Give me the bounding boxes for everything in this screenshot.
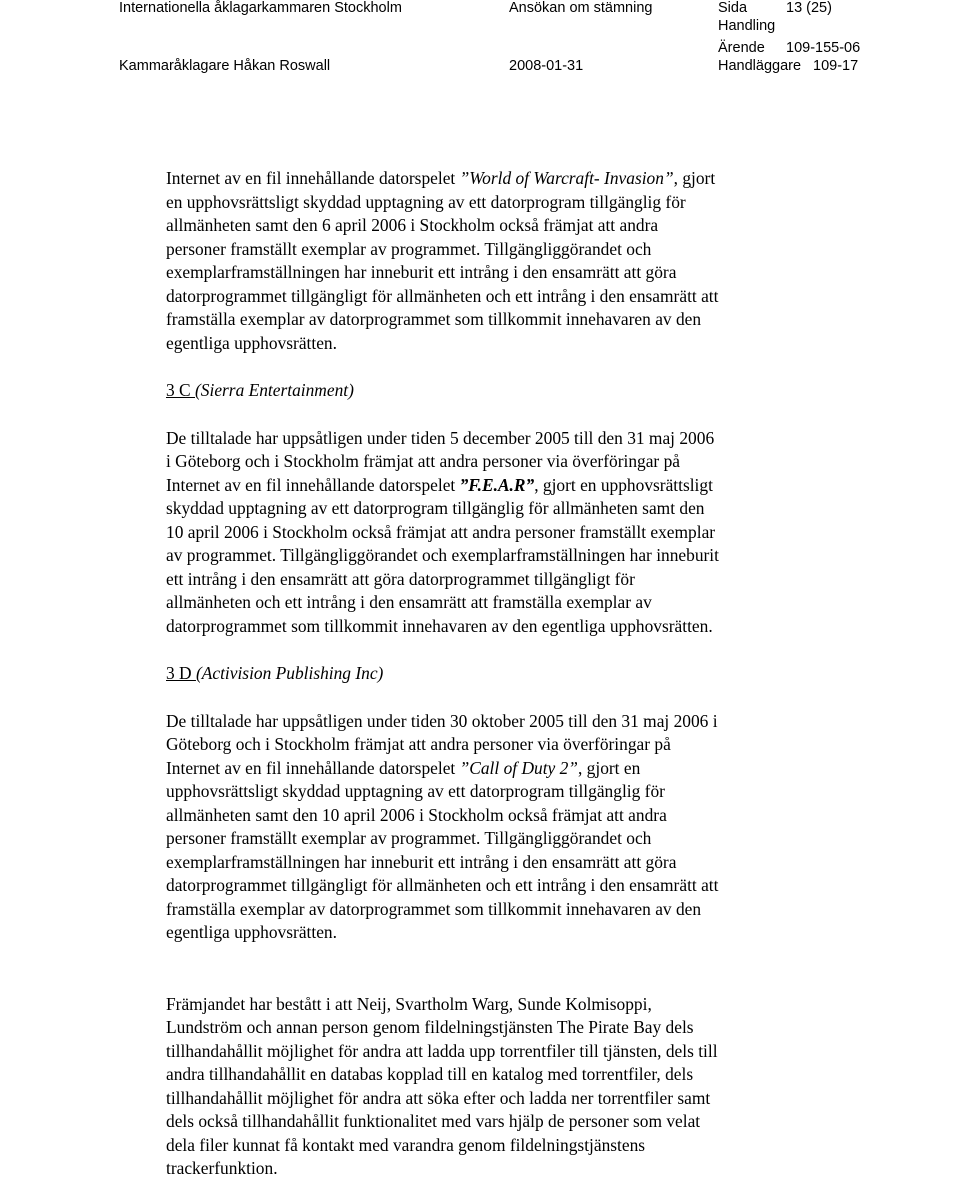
text-line: De tilltalade har uppsåtligen under tiden 5 december 2005 till den 31 maj 2006	[166, 427, 715, 448]
text-line: egentliga upphovsrätten.	[166, 922, 337, 942]
handling-label: Handling	[718, 18, 776, 34]
text-line: framställa exemplar av datorprogrammet som tillkommit innehavaren av den	[166, 898, 702, 919]
game-title: ”World of Warcraft- Invasion”	[459, 168, 674, 188]
text-line: exemplarframställningen har inneburit ett intrång i den ensamrätt att göra	[166, 851, 677, 872]
text-line: skyddad upptagning av ett datorprogram tillgänglig för allmänheten samt den	[166, 498, 705, 518]
paragraph-3c	[166, 427, 866, 639]
section-title: (Sierra Entertainment)	[195, 380, 354, 400]
text-line: i Göteborg och i Stockholm främjat att andra personer via överföringar på	[166, 451, 680, 471]
text-line: allmänheten samt den 10 april 2006 i Stockholm också främjat att andra	[166, 804, 667, 825]
handlaggare-number: 109-17	[813, 58, 859, 74]
paragraph-3d	[166, 710, 866, 945]
page-label: Sida	[718, 0, 748, 16]
text-line: Främjandet har bestått i att Neij, Svartholm Warg, Sunde Kolmisoppi,	[166, 993, 652, 1014]
text-line: datorprogrammet som tillkommit innehavaren av den egentliga upphovsrätten.	[166, 615, 713, 636]
text-line: andra tillhandahållit en databas kopplad till en katalog med torrentfiler, dels	[166, 1064, 694, 1084]
text-line: tillhandahållit möjlighet för andra att söka efter och ladda ner torrentfiler samt	[166, 1087, 711, 1108]
text-line: personer framställt exemplar av programmet. Tillgängliggörandet och	[166, 238, 652, 259]
game-title: ”F.E.A.R”	[459, 474, 535, 495]
document-date: 2008-01-31	[509, 58, 584, 74]
text-line: tillhandahållit möjlighet för andra att ladda upp torrentfiler till tjänsten, dels till	[166, 1040, 718, 1061]
text-line: trackerfunktion.	[166, 1158, 278, 1178]
text-line: datorprogrammet tillgängligt för allmänheten och ett intrång i den ensamrätt att	[166, 285, 719, 306]
text-line: Internet av en fil innehållande datorspelet ”Call of Duty 2”, gjort en	[166, 757, 641, 778]
text-line: datorprogrammet tillgängligt för allmänheten och ett intrång i den ensamrätt att	[166, 875, 719, 895]
text-line: egentliga upphovsrätten.	[166, 332, 337, 353]
text-line: exemplarframställningen har inneburit ett intrång i den ensamrätt att göra	[166, 262, 677, 282]
text-line: Lundström och annan person genom fildelningstjänsten The Pirate Bay dels	[166, 1017, 694, 1037]
office-name: Internationella åklagarkammaren Stockholm	[119, 0, 402, 16]
text-line: framställa exemplar av datorprogrammet som tillkommit innehavaren av den	[166, 309, 702, 329]
section-heading-3c	[166, 379, 866, 403]
text-line: De tilltalade har uppsåtligen under tiden 30 oktober 2005 till den 31 maj 2006 i	[166, 710, 718, 731]
arende-label: Ärende	[718, 40, 765, 56]
paragraph-closing	[166, 993, 866, 1181]
section-title: (Activision Publishing Inc)	[195, 663, 384, 683]
document-body	[166, 167, 866, 1181]
section-number: 3 C	[166, 380, 195, 400]
text-line: Internet av en fil innehållande datorspelet ”F.E.A.R”, gjort en upphovsrättsligt	[166, 474, 713, 495]
text-line: 10 april 2006 i Stockholm också främjat att andra personer framställt exemplar	[166, 521, 716, 542]
paragraph-3b-continuation	[166, 167, 866, 355]
prosecutor-name: Kammaråklagare Håkan Roswall	[119, 58, 331, 74]
page-header	[0, 0, 960, 90]
text-line: dels också tillhandahållit funktionalitet med vars hjälp de personer som velat	[166, 1111, 701, 1131]
page-number: 13 (25)	[786, 0, 832, 16]
text-line: Göteborg och i Stockholm främjat att andra personer via överföringar på	[166, 734, 671, 754]
text-line: av programmet. Tillgängliggörandet och exemplarframställningen har inneburit	[166, 545, 719, 565]
text-line: allmänheten samt den 6 april 2006 i Stockholm också främjat att andra	[166, 215, 659, 235]
text-line: upphovsrättsligt skyddad upptagning av ett datorprogram tillgänglig för	[166, 781, 665, 801]
arende-number: 109-155-06	[786, 40, 861, 56]
section-heading-3d	[166, 662, 866, 686]
text-line: en upphovsrättsligt skyddad upptagning av ett datorprogram tillgänglig för	[166, 191, 686, 212]
handlaggare-label: Handläggare	[718, 58, 802, 74]
text-line: personer framställt exemplar av programmet. Tillgängliggörandet och	[166, 828, 652, 848]
text-line: dela filer kunnat få kontakt med varandra genom fildelningstjänstens	[166, 1134, 646, 1155]
game-title: ”Call of Duty 2”	[459, 757, 578, 778]
document-type: Ansökan om stämning	[509, 0, 653, 16]
section-number: 3 D	[166, 663, 196, 683]
text-line: Internet av en fil innehållande datorspelet ”World of Warcraft- Invasion”, gjort	[166, 168, 716, 188]
text-line: ett intrång i den ensamrätt att göra datorprogrammet tillgängligt för	[166, 568, 635, 589]
text-line: allmänheten och ett intrång i den ensamrätt att framställa exemplar av	[166, 592, 652, 612]
